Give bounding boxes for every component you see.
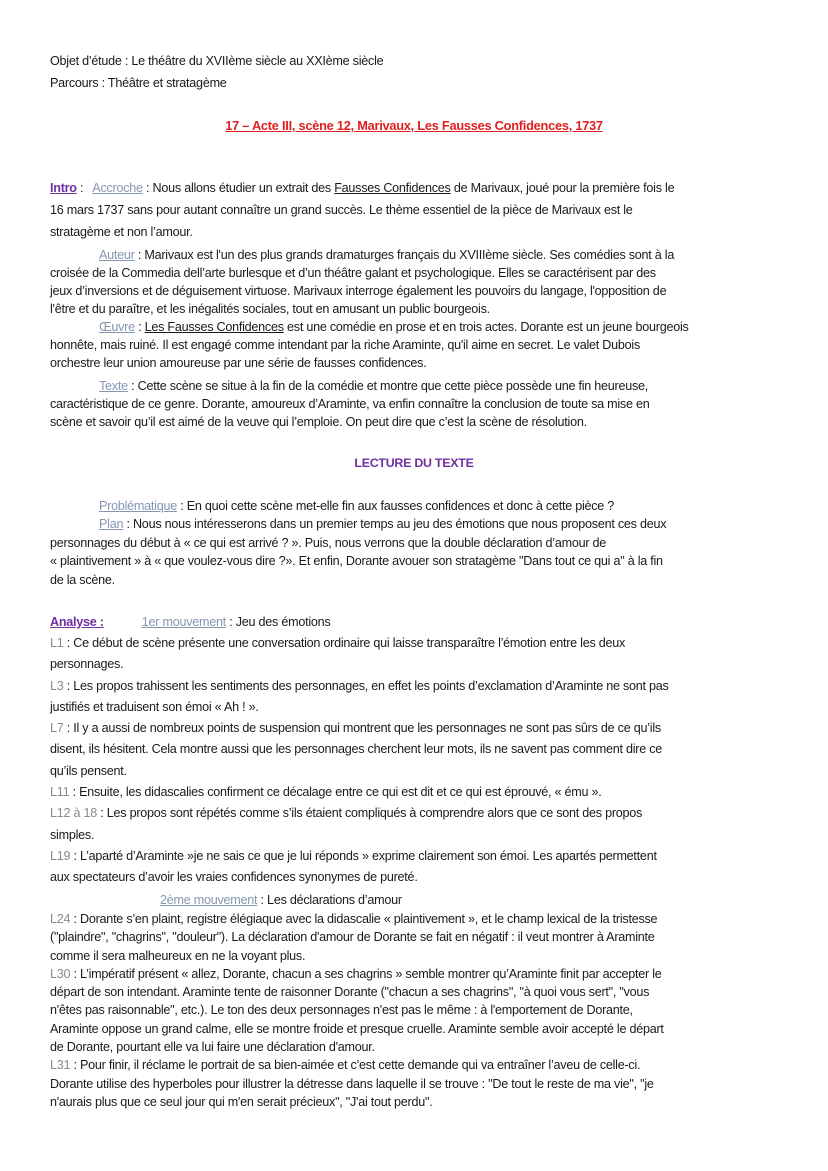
text-line <box>50 983 790 1001</box>
line-reference: L31 <box>50 1058 71 1073</box>
section-label: Problématique <box>99 499 177 513</box>
text-segment: : Il y a aussi de nombreux points de suspension qui montrent que les personnages ne sont pas sûrs de ce qu’ils <box>63 721 661 736</box>
analysis-item <box>50 846 790 867</box>
intro-first-line: Intro : Accroche : Nous allons étudier un extrait des Fausses Confidences de Marivaux, joué pour la première fois le <box>50 181 675 195</box>
text-segment: : En quoi cette scène met-elle fin aux fausses confidences et donc à cette pièce ? <box>176 499 615 513</box>
text-segment: l'être et du paraître, et les inégalités sociales, tout en amusant un public bourgeois. <box>50 302 490 316</box>
text-segment: justifiés et traduisent son émoi « Ah ! ». <box>50 699 259 714</box>
text-line <box>50 739 790 760</box>
text-line <box>50 1093 790 1111</box>
analysis-item <box>50 1056 790 1074</box>
section-label: Œuvre <box>99 320 135 334</box>
text-line <box>50 552 790 571</box>
text-line <box>50 825 790 846</box>
mouvement-2-label: 2ème mouvement <box>160 893 258 907</box>
text-segment: ("plaindre", "chagrins", "douleur"). La déclaration d'amour de Dorante se fait en négatif : il veut montrer à Araminte <box>50 930 655 945</box>
text-segment: de la scène. <box>50 572 115 587</box>
text-line <box>50 534 790 553</box>
mouvement-1-analysis <box>50 633 790 889</box>
intro-label: Intro <box>50 181 77 195</box>
text-segment: scène et savoir qu’il est aimé de la veuve qui l’emploie. On peut dire que c’est la scène de résolution. <box>50 415 587 429</box>
text-segment: honnête, mais ruiné. Il est engagé comme intendant par la riche Araminte, qu'il aime en secret. Le valet Dubois <box>50 338 640 352</box>
text-segment: : Nous nous intéresserons dans un premier temps au jeu des émotions que nous proposent ces deux <box>123 517 667 531</box>
text-line <box>50 867 790 888</box>
text-line <box>50 377 790 395</box>
text-line <box>50 1038 790 1056</box>
section-label: Auteur <box>99 248 135 262</box>
mouvement-2-title: : Les déclarations d’amour <box>257 893 402 907</box>
intro-oeuvre <box>50 318 790 372</box>
text-line <box>50 199 790 221</box>
underlined-title: Fausses Confidences <box>334 181 451 195</box>
analyse-header <box>50 612 790 632</box>
text-line <box>50 1020 790 1038</box>
analysis-item <box>50 965 790 983</box>
text-segment: personnages. <box>50 657 124 672</box>
objet-etude: Objet d’étude : Le théâtre du XVIIème siècle au XXIème siècle <box>50 54 384 68</box>
text-segment: croisée de la Commedia dell’arte burlesque et d’un théâtre galant et psychologique. Elles se caractérisent par des <box>50 266 656 280</box>
section-heading-lecture: LECTURE DU TEXTE <box>354 456 474 470</box>
text-segment: jeux d’inversions et de déguisement virtuose. Marivaux interroge également les pouvoirs du langage, l'opposition de <box>50 284 667 298</box>
analyse-label: Analyse : <box>50 615 104 629</box>
text-line <box>50 515 790 534</box>
plan <box>50 515 790 589</box>
text-segment: « plaintivement » à « que voulez-vous dire ?». Et enfin, Dorante avouer son stratagème "Dans tout ce qui a" à la fin <box>50 554 663 568</box>
line-reference: L19 <box>50 848 71 863</box>
text-segment: : Dorante s’en plaint, registre élégiaque avec la didascalie « plaintivement », et le champ lexical de la tristesse <box>70 912 658 926</box>
text-segment: n'êtes pas raisonnable", etc.). Le ton des deux personnages n'est pas le même : à l'emportement de Dorante, <box>50 1003 633 1018</box>
text-line <box>50 264 790 282</box>
line-reference: L11 <box>50 785 70 800</box>
text-line <box>50 697 790 718</box>
text-segment: de Marivaux, joué pour la première fois le <box>450 181 675 195</box>
text-line <box>50 300 790 318</box>
text-line <box>50 571 790 590</box>
line-reference: L3 <box>50 678 64 693</box>
text-segment: aux spectateurs d’avoir les vraies confidences synonymes de pureté. <box>50 870 418 885</box>
text-segment: : Marivaux est l'un des plus grands dramaturges français du XVIIIème siècle. Ses comédies sont à la <box>134 248 675 262</box>
text-line <box>50 282 790 300</box>
header <box>50 50 790 94</box>
text-segment: de Dorante, pourtant elle va lui faire une déclaration d'amour. <box>50 1040 375 1055</box>
text-segment: : Nous allons étudier un extrait des <box>142 181 335 195</box>
mouvement-1-label: 1er mouvement <box>141 615 226 629</box>
text-segment: comme il sera malheureux en ne la voyant plus. <box>50 948 306 963</box>
text-segment: est une comédie en prose et en trois actes. Dorante est un jeune bourgeois <box>283 320 689 334</box>
intro-auteur <box>50 246 790 318</box>
text-segment: : Ensuite, les didascalies confirment ce décalage entre ce qui est dit et ce qui est éprouvé, « ému ». <box>69 785 602 800</box>
text-segment: 16 mars 1737 sans pour autant connaître un grand succès. Le thème essentiel de la pièce de Marivaux est le <box>50 203 633 217</box>
text-line <box>50 654 790 675</box>
text-line <box>50 221 790 243</box>
mouvement-2-header <box>50 891 790 909</box>
text-line <box>50 413 790 431</box>
analysis-item <box>50 676 790 697</box>
problematique <box>50 497 790 515</box>
text-line <box>50 1075 790 1093</box>
text-line <box>50 947 790 965</box>
text-line <box>50 395 790 413</box>
text-segment: : Cette scène se situe à la fin de la comédie et montre que cette pièce possède une fin heureuse, <box>127 379 649 393</box>
parcours: Parcours : Théâtre et stratagème <box>50 76 227 90</box>
text-segment: : Les propos trahissent les sentiments des personnages, en effet les points d’exclamation d’Araminte ne sont pas <box>63 678 669 693</box>
text-line <box>50 246 790 264</box>
text-segment: : L’aparté d’Araminte »je ne sais ce que je lui réponds » exprime clairement son émoi. Les apartés permettent <box>70 848 657 863</box>
mouvement-1-title: : Jeu des émotions <box>226 615 331 629</box>
section-label: Plan <box>99 517 124 531</box>
intro-accroche <box>50 177 790 243</box>
line-reference: L12 à 18 <box>50 806 98 821</box>
section-label: Texte <box>99 379 128 393</box>
text-segment: stratagème et non l’amour. <box>50 225 193 239</box>
analysis-item <box>50 782 790 803</box>
text-segment: personnages du début à « ce qui est arrivé ? ». Puis, nous verrons que la double déclaration d’amour de <box>50 535 607 550</box>
text-line <box>50 497 790 515</box>
analysis-item <box>50 803 790 824</box>
text-segment: orchestre leur union amoureuse par une série de fausses confidences. <box>50 356 427 370</box>
text-line <box>50 318 790 336</box>
document-title: 17 – Acte III, scène 12, Marivaux, Les Fausses Confidences, 1737 <box>225 118 603 133</box>
text-line <box>50 336 790 354</box>
underlined-title: Les Fausses Confidences <box>144 320 284 334</box>
mouvement-2-analysis <box>50 910 790 1111</box>
text-segment: caractéristique de ce genre. Dorante, amoureux d’Araminte, va enfin connaître la conclusion de toute sa mise en <box>50 397 650 411</box>
line-reference: L30 <box>50 966 71 981</box>
text-segment: qu’ils pensent. <box>50 763 127 778</box>
line-reference: L1 <box>50 636 64 650</box>
line-reference: L7 <box>50 721 64 736</box>
analysis-item <box>50 633 790 654</box>
text-line <box>50 761 790 782</box>
intro-texte <box>50 377 790 431</box>
text-segment: n'aurais plus que ce seul jour qui m'en serait précieux", "J'ai tout perdu". <box>50 1094 433 1109</box>
text-segment: départ de son intendant. Araminte tente de raisonner Dorante ("chacun a ses chagrins", "à quoi vous sert", "vous <box>50 985 650 1000</box>
text-segment: Dorante utilise des hyperboles pour illustrer la détresse dans laquelle il se trouve : "De tout le reste de ma vie", "je <box>50 1076 654 1091</box>
text-line <box>50 928 790 946</box>
text-segment: : Ce début de scène présente une conversation ordinaire qui laisse transparaître l’émotion entre les deux <box>63 636 626 650</box>
text-segment: Araminte oppose un grand calme, elle se montre froide et presque cruelle. Araminte semble avoir accepté le départ <box>50 1021 664 1036</box>
text-segment: disent, ils hésitent. Cela montre aussi que les personnages cherchent leur mots, ils ne savent pas comment dire ce <box>50 742 663 757</box>
line-reference: L24 <box>50 912 71 926</box>
text-segment: : L’impératif présent « allez, Dorante, chacun a ses chagrins » semble montrer qu’Araminte finit par accepter le <box>70 966 662 981</box>
text-segment: : <box>134 320 145 334</box>
analysis-item <box>50 910 790 928</box>
accroche-label: Accroche <box>92 181 143 195</box>
analysis-item <box>50 718 790 739</box>
text-segment: simples. <box>50 827 95 842</box>
text-line <box>50 1001 790 1019</box>
text-line <box>50 354 790 372</box>
text-segment: : Pour finir, il réclame le portrait de sa bien-aimée et c’est cette demande qui va entraîner l’aveu de celle-ci. <box>70 1058 641 1073</box>
text-segment: : Les propos sont répétés comme s’ils étaient compliqués à comprendre alors que ce sont des propos <box>97 806 643 821</box>
